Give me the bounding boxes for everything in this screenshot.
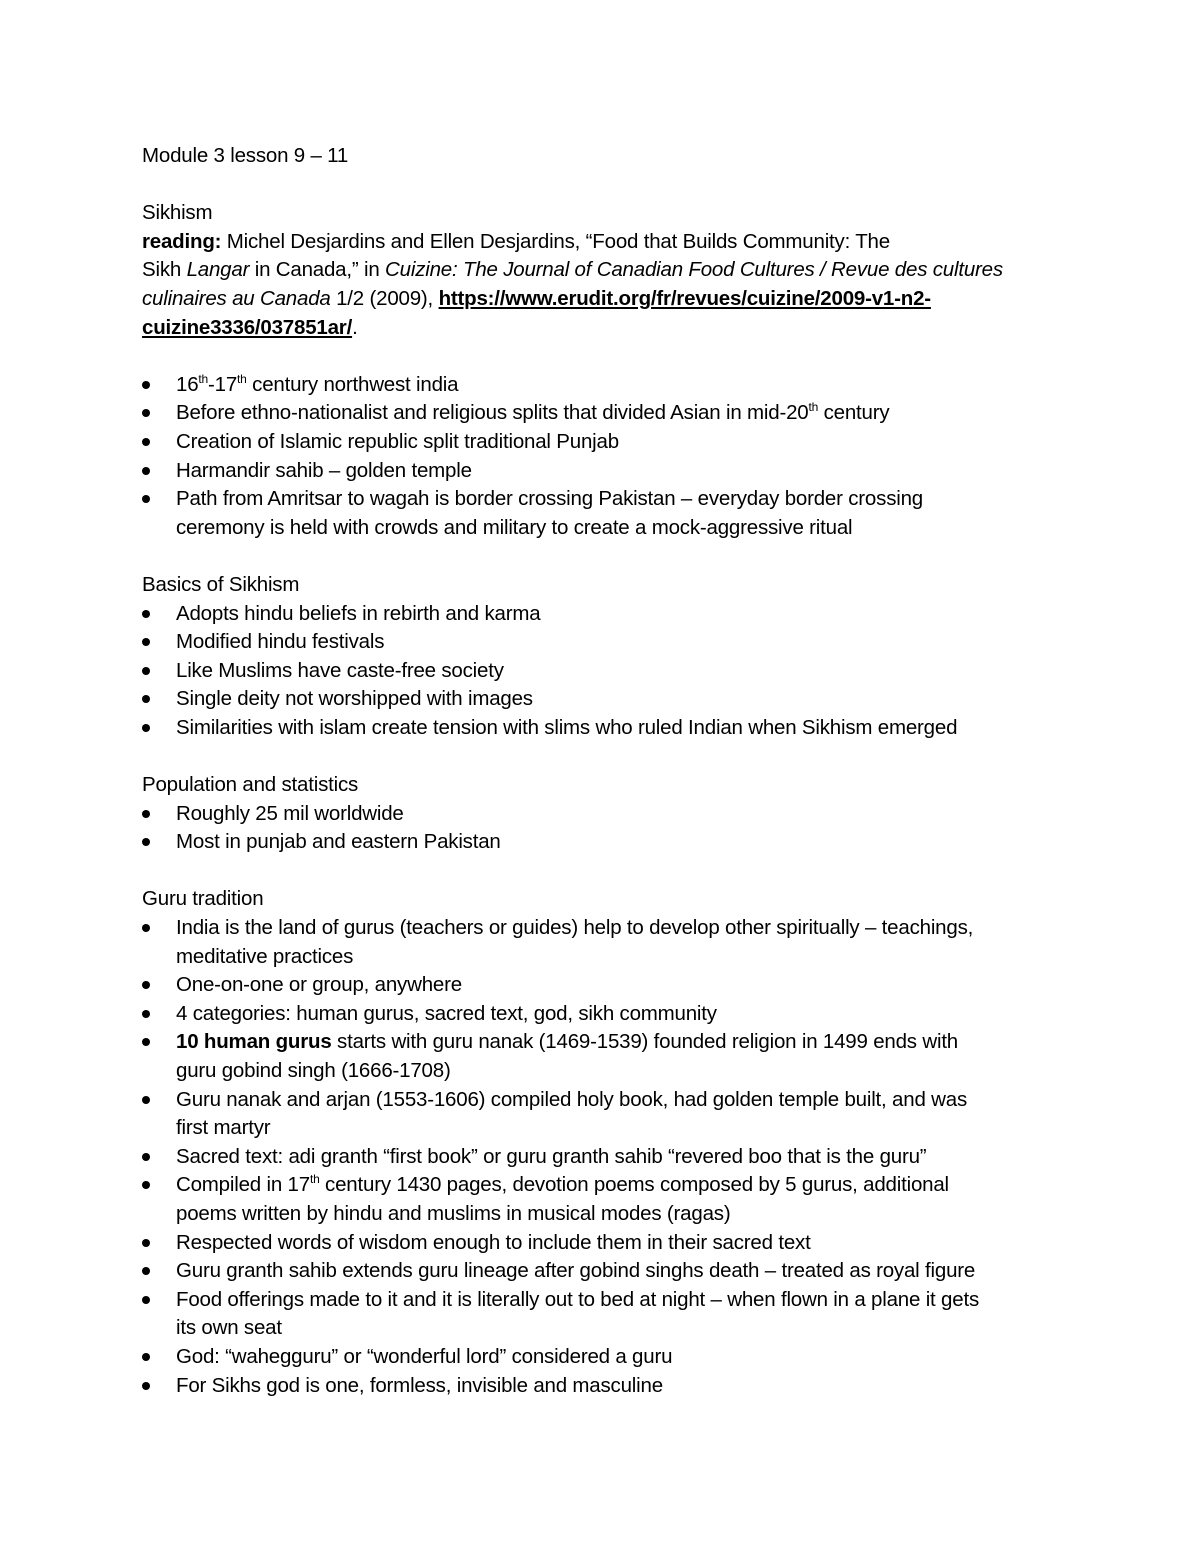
list-item-text: poems written by hindu and muslims in musical modes (ragas) bbox=[176, 1201, 731, 1225]
list-item bbox=[142, 1028, 1062, 1085]
reading-citation bbox=[142, 228, 1062, 342]
list-item-text: its own seat bbox=[176, 1316, 282, 1340]
list-item bbox=[142, 457, 1062, 486]
list-item-text: Single deity not worshipped with images bbox=[176, 687, 533, 711]
list-item-text: Harmandir sahib – golden temple bbox=[176, 458, 472, 482]
intro-bullet-list bbox=[142, 371, 1062, 543]
list-item bbox=[142, 714, 1062, 743]
section-heading-sikhism: Sikhism bbox=[142, 201, 213, 225]
list-item-text: meditative practices bbox=[176, 944, 354, 968]
list-item-text: Sacred text: adi granth “first book” or guru granth sahib “revered boo that is the guru” bbox=[176, 1144, 927, 1168]
superscript: th bbox=[309, 1172, 320, 1187]
list-item bbox=[142, 1257, 1062, 1286]
bullet-icon bbox=[142, 495, 150, 503]
bullet-icon bbox=[142, 438, 150, 446]
list-item bbox=[142, 1000, 1062, 1029]
list-item bbox=[142, 1343, 1062, 1372]
list-item bbox=[142, 1086, 1062, 1143]
guru-bullet-list bbox=[142, 914, 1062, 1400]
spacer bbox=[142, 171, 1062, 200]
reading-link[interactable]: https://www.erudit.org/fr/revues/cuizine/2009-v1-n2- bbox=[438, 286, 931, 310]
bullet-icon bbox=[142, 667, 150, 675]
reading-link[interactable]: cuizine3336/037851ar/ bbox=[142, 315, 353, 339]
spacer bbox=[142, 857, 1062, 886]
list-item-text: Modified hindu festivals bbox=[176, 630, 385, 654]
list-item-text: Food offerings made to it and it is literally out to bed at night – when flown in a plane it gets bbox=[176, 1287, 979, 1311]
list-item-text: India is the land of gurus (teachers or guides) help to develop other spiritually – teachings, bbox=[176, 916, 974, 940]
bullet-icon bbox=[142, 1181, 150, 1189]
list-item bbox=[142, 800, 1062, 829]
list-item bbox=[142, 1143, 1062, 1172]
bullet-icon bbox=[142, 1353, 150, 1361]
reading-label: reading: bbox=[142, 229, 222, 253]
list-item bbox=[142, 371, 1062, 400]
section-heading-population: Population and statistics bbox=[142, 773, 359, 797]
section-heading-basics: Basics of Sikhism bbox=[142, 572, 300, 596]
list-item bbox=[142, 1171, 1062, 1228]
bullet-icon bbox=[142, 1096, 150, 1104]
bullet-icon bbox=[142, 838, 150, 846]
list-item-text: God: “wahegguru” or “wonderful lord” considered a guru bbox=[176, 1344, 673, 1368]
list-item-bold-text: 10 human gurus bbox=[176, 1030, 332, 1054]
bullet-icon bbox=[142, 981, 150, 989]
population-bullet-list bbox=[142, 800, 1062, 857]
bullet-icon bbox=[142, 1153, 150, 1161]
bullet-icon bbox=[142, 381, 150, 389]
list-item-text: -17 bbox=[208, 372, 238, 396]
list-item-text: 4 categories: human gurus, sacred text, god, sikh community bbox=[176, 1001, 717, 1025]
bullet-icon bbox=[142, 638, 150, 646]
reading-period: . bbox=[352, 315, 358, 339]
basics-bullet-list bbox=[142, 600, 1062, 743]
list-item-text: Path from Amritsar to wagah is border crossing Pakistan – everyday border crossing bbox=[176, 487, 923, 511]
list-item-text: century bbox=[818, 401, 890, 425]
superscript: th bbox=[808, 400, 819, 415]
bullet-icon bbox=[142, 1267, 150, 1275]
list-item-text: Creation of Islamic republic split traditional Punjab bbox=[176, 429, 619, 453]
reading-journal: culinaires au Canada bbox=[142, 286, 331, 310]
bullet-icon bbox=[142, 467, 150, 475]
list-item bbox=[142, 1372, 1062, 1401]
list-item bbox=[142, 485, 1062, 542]
list-item-text: century 1430 pages, devotion poems composed by 5 gurus, additional bbox=[319, 1173, 949, 1197]
reading-text: 1/2 (2009), bbox=[330, 286, 439, 310]
spacer bbox=[142, 742, 1062, 771]
list-item bbox=[142, 685, 1062, 714]
list-item-text: first martyr bbox=[176, 1116, 271, 1140]
bullet-icon bbox=[142, 610, 150, 618]
list-item-text: One-on-one or group, anywhere bbox=[176, 973, 462, 997]
bullet-icon bbox=[142, 924, 150, 932]
bullet-icon bbox=[142, 1382, 150, 1390]
list-item-text: Respected words of wisdom enough to include them in their sacred text bbox=[176, 1230, 811, 1254]
document-page bbox=[142, 142, 1062, 1400]
list-item bbox=[142, 399, 1062, 428]
superscript: th bbox=[237, 371, 247, 386]
spacer bbox=[142, 342, 1062, 371]
list-item bbox=[142, 657, 1062, 686]
reading-text: in Canada,” in bbox=[249, 258, 386, 282]
list-item bbox=[142, 428, 1062, 457]
list-item bbox=[142, 828, 1062, 857]
bullet-icon bbox=[142, 695, 150, 703]
page-title: Module 3 lesson 9 – 11 bbox=[142, 144, 349, 167]
list-item-text: Most in punjab and eastern Pakistan bbox=[176, 830, 501, 854]
list-item-text: Guru granth sahib extends guru lineage after gobind singhs death – treated as royal figure bbox=[176, 1259, 976, 1283]
list-item-text: For Sikhs god is one, formless, invisible and masculine bbox=[176, 1373, 663, 1397]
list-item bbox=[142, 1229, 1062, 1258]
list-item-text: ceremony is held with crowds and military to create a mock-aggressive ritual bbox=[176, 515, 853, 539]
reading-authors: Michel Desjardins and Ellen Desjardins, “Food that Builds Community: The bbox=[221, 229, 890, 253]
list-item bbox=[142, 1286, 1062, 1343]
list-item-text: century northwest india bbox=[246, 372, 459, 396]
section-heading-guru: Guru tradition bbox=[142, 887, 264, 911]
list-item-text: Compiled in 17 bbox=[176, 1173, 310, 1197]
bullet-icon bbox=[142, 1296, 150, 1304]
list-item bbox=[142, 971, 1062, 1000]
superscript: th bbox=[198, 371, 209, 386]
list-item-text: 16 bbox=[176, 372, 199, 396]
bullet-icon bbox=[142, 1239, 150, 1247]
list-item-text: starts with guru nanak (1469-1539) founded religion in 1499 ends with bbox=[331, 1030, 959, 1054]
bullet-icon bbox=[142, 1038, 150, 1046]
list-item-text: Roughly 25 mil worldwide bbox=[176, 801, 404, 825]
bullet-icon bbox=[142, 1010, 150, 1018]
spacer bbox=[142, 542, 1062, 571]
reading-italic-term: Langar bbox=[186, 258, 250, 282]
bullet-icon bbox=[142, 810, 150, 818]
bullet-icon bbox=[142, 409, 150, 417]
list-item-text: Like Muslims have caste-free society bbox=[176, 658, 504, 682]
list-item bbox=[142, 914, 1062, 971]
list-item-text: Before ethno-nationalist and religious splits that divided Asian in mid-20 bbox=[176, 401, 809, 425]
list-item-text: guru gobind singh (1666-1708) bbox=[176, 1059, 451, 1082]
list-item-text: Guru nanak and arjan (1553-1606) compiled holy book, had golden temple built, and was bbox=[176, 1087, 967, 1111]
list-item bbox=[142, 628, 1062, 657]
list-item-text: Similarities with islam create tension with slims who ruled Indian when Sikhism emerged bbox=[176, 715, 958, 739]
reading-journal: Cuizine: The Journal of Canadian Food Cultures / Revue des cultures bbox=[385, 258, 1003, 282]
reading-text: Sikh bbox=[142, 258, 187, 282]
list-item-text: Adopts hindu beliefs in rebirth and karma bbox=[176, 601, 541, 625]
bullet-icon bbox=[142, 724, 150, 732]
list-item bbox=[142, 600, 1062, 629]
